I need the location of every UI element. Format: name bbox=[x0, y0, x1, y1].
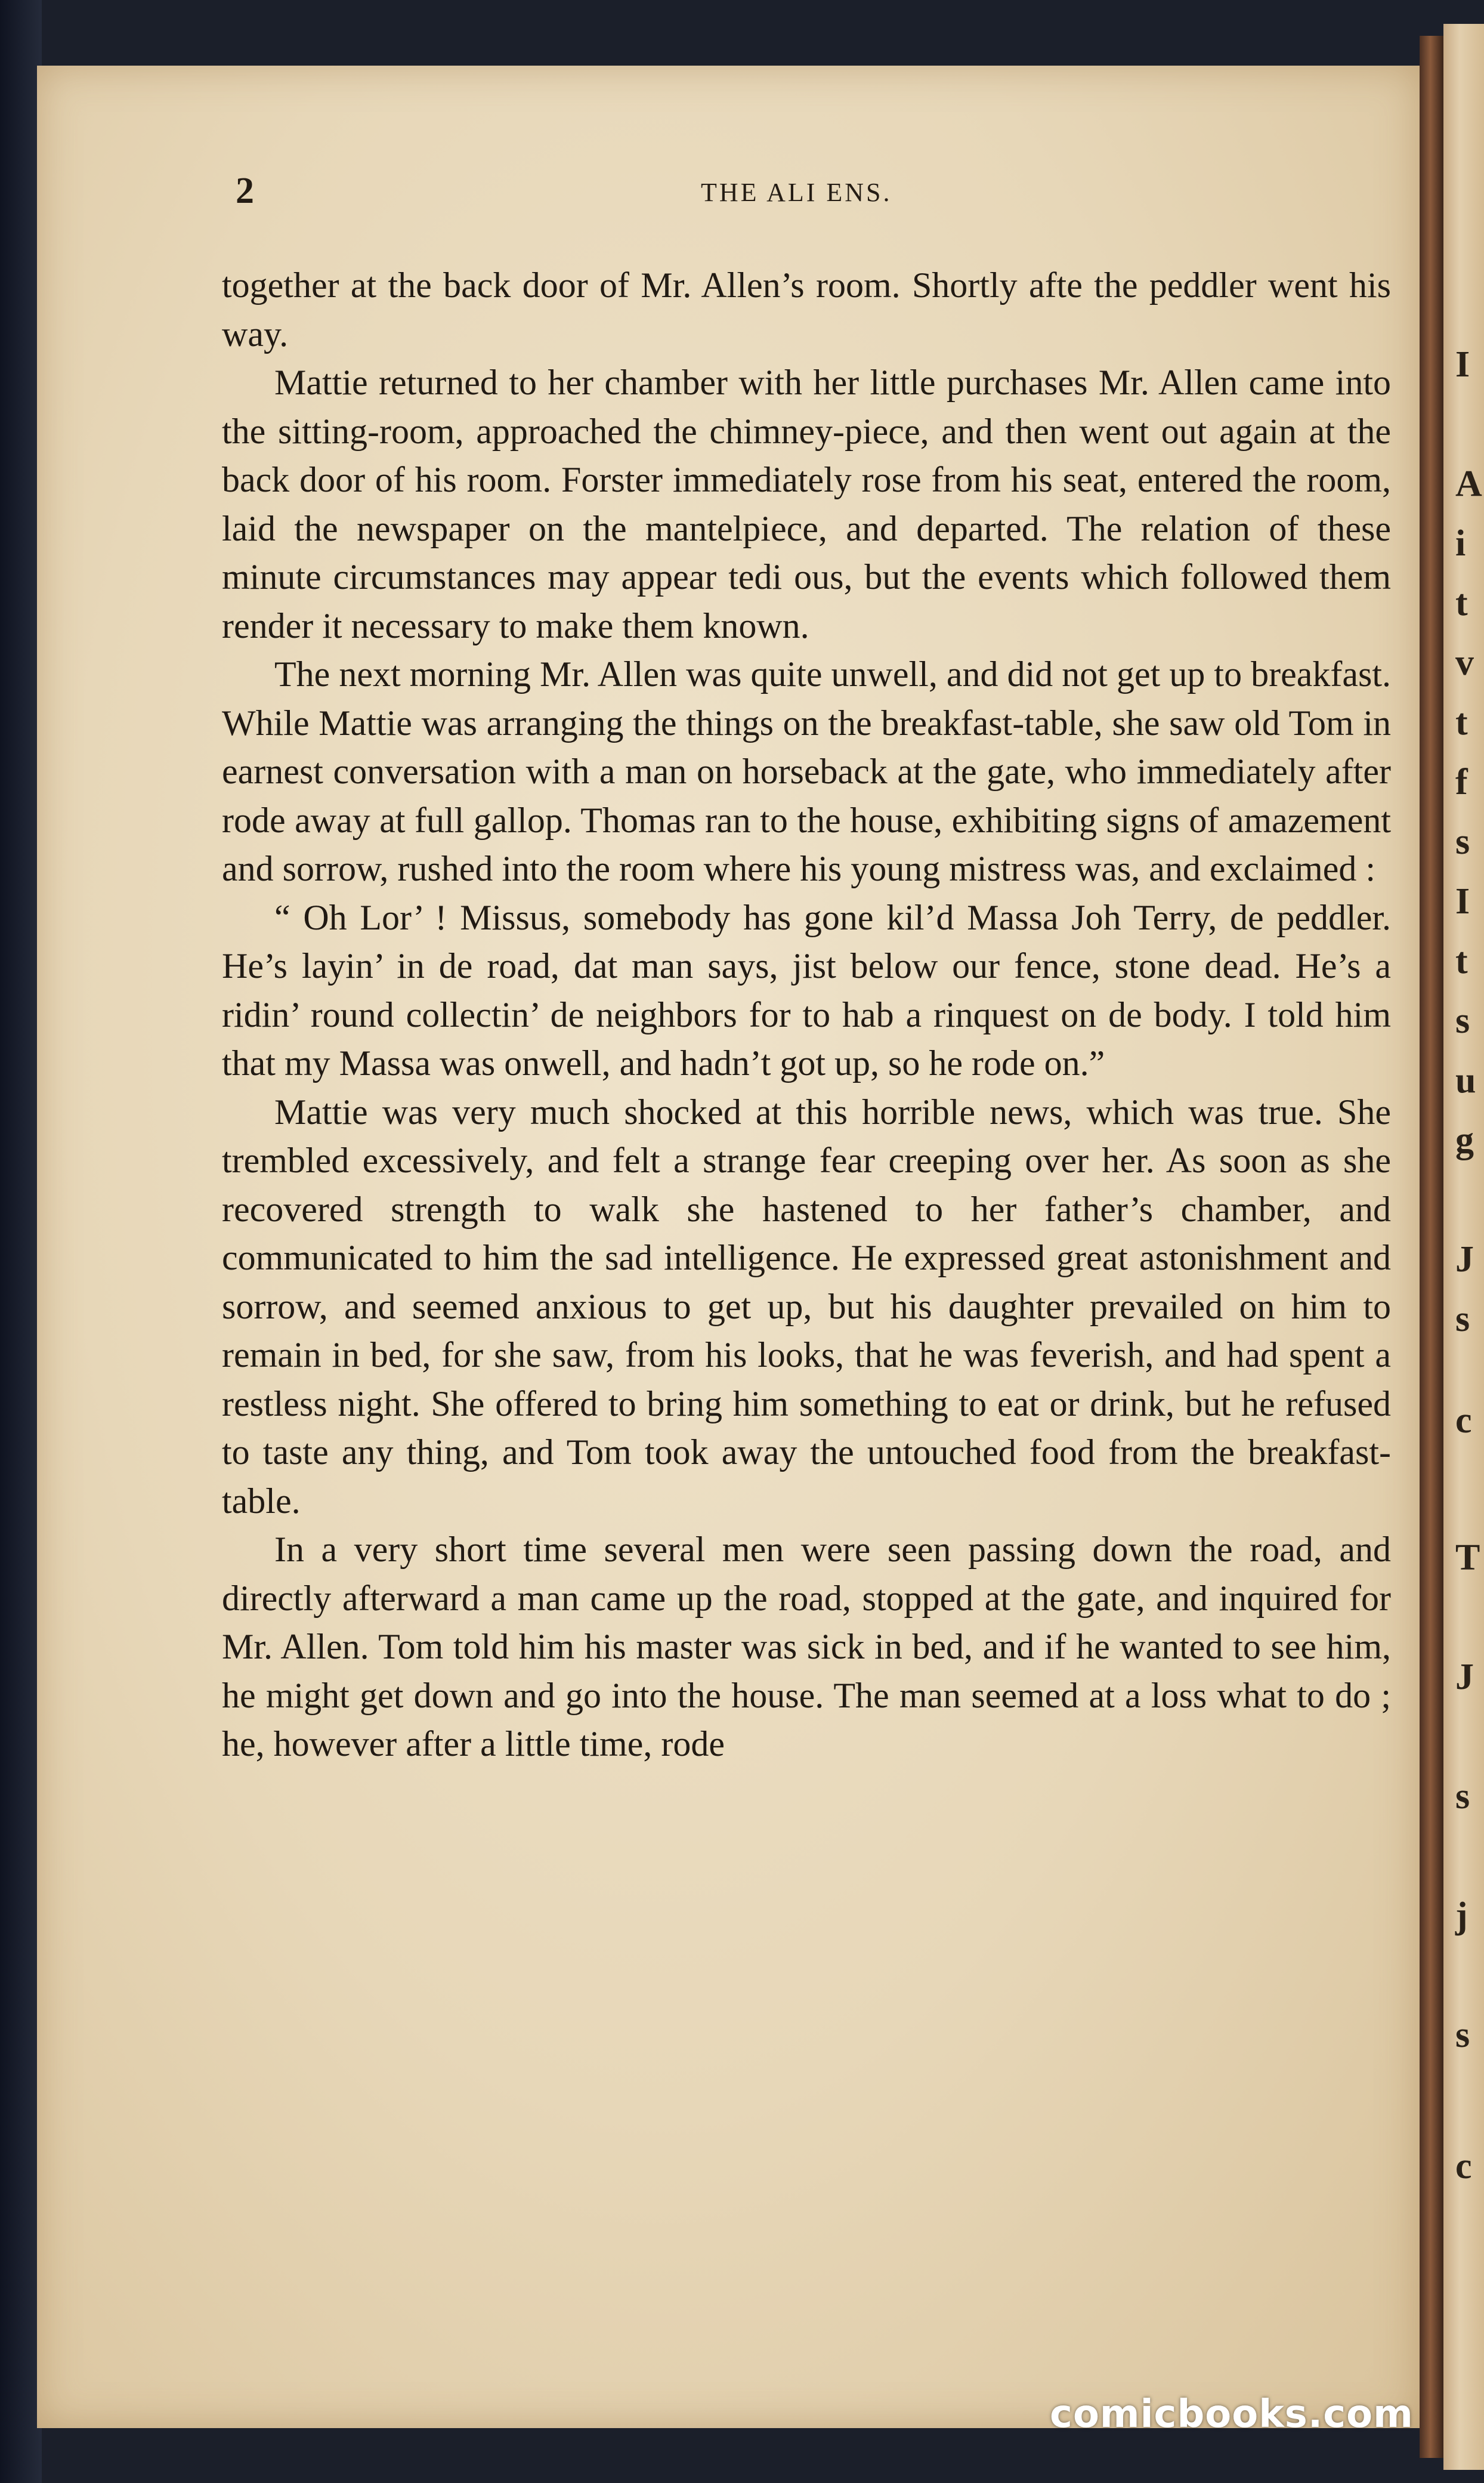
facing-page-glyph: A bbox=[1455, 464, 1482, 504]
facing-page-glyph: J bbox=[1455, 1239, 1474, 1280]
facing-page-glyph: u bbox=[1455, 1060, 1476, 1101]
paragraph: Mattie was very much shocked at this horrible news, which was true. She trembled excessively, and felt a strange fear creeping over her. As soon as she recovered strength to walk she hastened to her father’s chamber, and communicated to him the sad intelligence. He expressed great astonishment and sorrow, and seemed anxious to get up, but his daughter prevailed on him to remain in bed, for she saw, from his looks, that he was feverish, and had spent a restless night. She offered to bring him something to eat or drink, but he refused to taste any thing, and Tom took away the untouched food from the breakfast-table. bbox=[222, 1092, 1391, 1521]
paragraph: together at the back door of Mr. Allen’s room. Shortly afte the peddler went his way. bbox=[222, 265, 1391, 354]
facing-page-glyph: I bbox=[1455, 881, 1470, 922]
facing-page-glyph: i bbox=[1455, 523, 1466, 564]
facing-page-glyph: v bbox=[1455, 643, 1474, 683]
page-number: 2 bbox=[236, 171, 254, 211]
facing-page-glyph: t bbox=[1455, 583, 1468, 623]
facing-page-glyph: f bbox=[1455, 762, 1468, 802]
facing-page-glyph: s bbox=[1455, 822, 1470, 862]
paragraph: The next morning Mr. Allen was quite unwell, and did not get up to breakfast. While Mattie was arranging the things on the breakfast-table, she saw old Tom in earnest conversation with a man on horseback at the gate, who immediately after rode away at full gallop. Thomas ran to the house, exhibiting signs of amazement and sorrow, rushed into the room where his young mistress was, and exclaimed : bbox=[222, 654, 1391, 888]
book-gutter bbox=[1420, 36, 1443, 2458]
page-header bbox=[236, 170, 1387, 212]
facing-page-glyph: t bbox=[1455, 702, 1468, 743]
facing-page-glyph: I bbox=[1455, 344, 1470, 385]
facing-page-glyph: s bbox=[1455, 1776, 1470, 1817]
facing-page-glyph: c bbox=[1455, 2146, 1472, 2186]
facing-page-glyph: t bbox=[1455, 941, 1468, 981]
body-text bbox=[222, 261, 1391, 1769]
running-title: THE ALI ENS. bbox=[701, 178, 892, 207]
facing-page-glyph: c bbox=[1455, 1400, 1472, 1441]
facing-page-glyph: J bbox=[1455, 1657, 1474, 1697]
paragraph: In a very short time several men were seen passing down the road, and directly afterward a man came up the road, stopped at the gate, and inquired for Mr. Allen. Tom told him his master was sick in bed, and if he wanted to see him, he might get down and go into the house. The man seemed at a loss what to do ; he, however after a little time, rode bbox=[222, 1530, 1391, 1764]
paragraph: “ Oh Lor’ ! Missus, somebody has gone kil’d Massa Joh Terry, de peddler. He’s layin’ in de road, dat man says, jist below our fence, stone dead. He’s a ridin’ round collectin’ de neighbors for to hab a rinquest on de body. I told him that my Massa was onwell, and hadn’t got up, so he rode on.” bbox=[222, 897, 1391, 1083]
watermark: comicbooks.com bbox=[1050, 2392, 1414, 2436]
facing-page-glyph: T bbox=[1455, 1537, 1480, 1578]
facing-page-glyph: g bbox=[1455, 1120, 1474, 1160]
facing-page-glyph: s bbox=[1455, 2015, 1470, 2055]
facing-page-glyph: s bbox=[1455, 1299, 1470, 1339]
facing-page-glyph: j bbox=[1455, 1895, 1468, 1936]
facing-page-glyphs bbox=[1455, 131, 1482, 2398]
book-cover-edge bbox=[0, 0, 42, 2483]
paragraph: Mattie returned to her chamber with her little purchases Mr. Allen came into the sitting-room, approached the chimney-piece, and then went out again at the back door of his room. Forster immediately rose from his seat, entered the room, laid the newspaper on the mantelpiece, and departed. The relation of these minute circumstances may appear tedi ous, but the events which followed them render it necessary to make them known. bbox=[222, 363, 1391, 646]
facing-page-glyph: s bbox=[1455, 1000, 1470, 1041]
